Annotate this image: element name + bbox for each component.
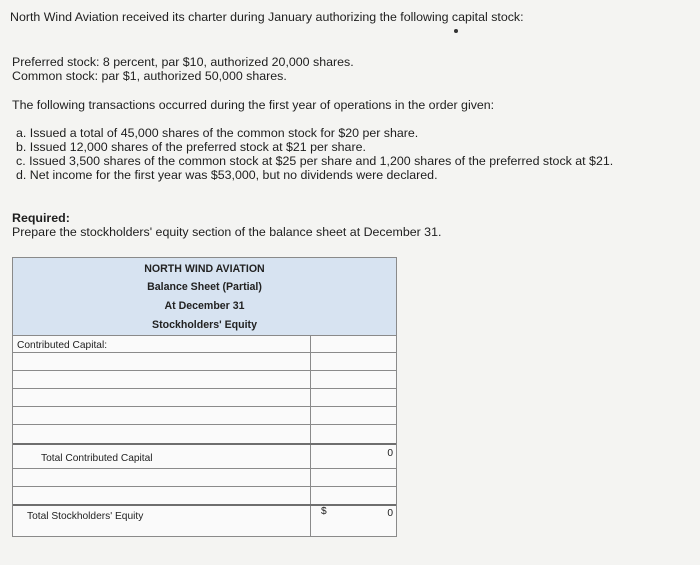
amount-input-4[interactable]: [311, 407, 395, 423]
account-name-input-4[interactable]: [14, 407, 309, 423]
total-stockholders-equity-value: 0: [387, 508, 393, 519]
common-stock-text: Common stock: par $1, authorized 50,000 shares.: [12, 69, 287, 83]
row-line: [13, 443, 396, 445]
cursor-dot: [454, 29, 458, 33]
total-contributed-capital-value: 0: [387, 448, 393, 459]
account-name-input-3[interactable]: [14, 389, 309, 405]
transaction-d: d. Net income for the first year was $53,000, but no dividends were declared.: [16, 168, 438, 182]
section-title: Stockholders' Equity: [152, 319, 257, 331]
problem-intro: North Wind Aviation received its charter during January authorizing the following capital stock:: [10, 10, 524, 24]
contributed-capital-label: Contributed Capital:: [17, 340, 108, 351]
row-line: [13, 504, 396, 506]
amount-input-5[interactable]: [311, 425, 395, 442]
amount-input-6[interactable]: [311, 469, 395, 485]
account-name-input-6[interactable]: [14, 469, 309, 485]
total-contributed-capital-label: Total Contributed Capital: [41, 453, 153, 464]
account-name-input-2[interactable]: [14, 371, 309, 387]
amount-input-7[interactable]: [311, 487, 395, 503]
transaction-c: c. Issued 3,500 shares of the common stock at $25 per share and 1,200 shares of the preferred stock at $21.: [16, 154, 614, 168]
amount-input-1[interactable]: [311, 353, 395, 369]
required-instruction: Prepare the stockholders' equity section of the balance sheet at December 31.: [12, 225, 442, 239]
amount-input-3[interactable]: [311, 389, 395, 405]
preferred-stock-text: Preferred stock: 8 percent, par $10, authorized 20,000 shares.: [12, 55, 354, 69]
currency-symbol: $: [321, 506, 327, 517]
account-name-input-5[interactable]: [14, 425, 309, 442]
total-stockholders-equity-label: Total Stockholders' Equity: [27, 511, 144, 522]
required-label: Required:: [12, 211, 70, 225]
transaction-b: b. Issued 12,000 shares of the preferred stock at $21 per share.: [16, 140, 366, 154]
amount-input-2[interactable]: [311, 371, 395, 387]
statement-title: Balance Sheet (Partial): [147, 281, 262, 293]
transaction-a: a. Issued a total of 45,000 shares of the common stock for $20 per share.: [16, 126, 419, 140]
transactions-intro: The following transactions occurred during the first year of operations in the order given:: [12, 98, 495, 112]
balance-sheet-table: [12, 257, 397, 537]
table-header: [13, 258, 396, 336]
statement-date: At December 31: [164, 300, 245, 312]
company-name: NORTH WIND AVIATION: [144, 263, 265, 275]
account-name-input-7[interactable]: [14, 487, 309, 503]
account-name-input-1[interactable]: [14, 353, 309, 369]
